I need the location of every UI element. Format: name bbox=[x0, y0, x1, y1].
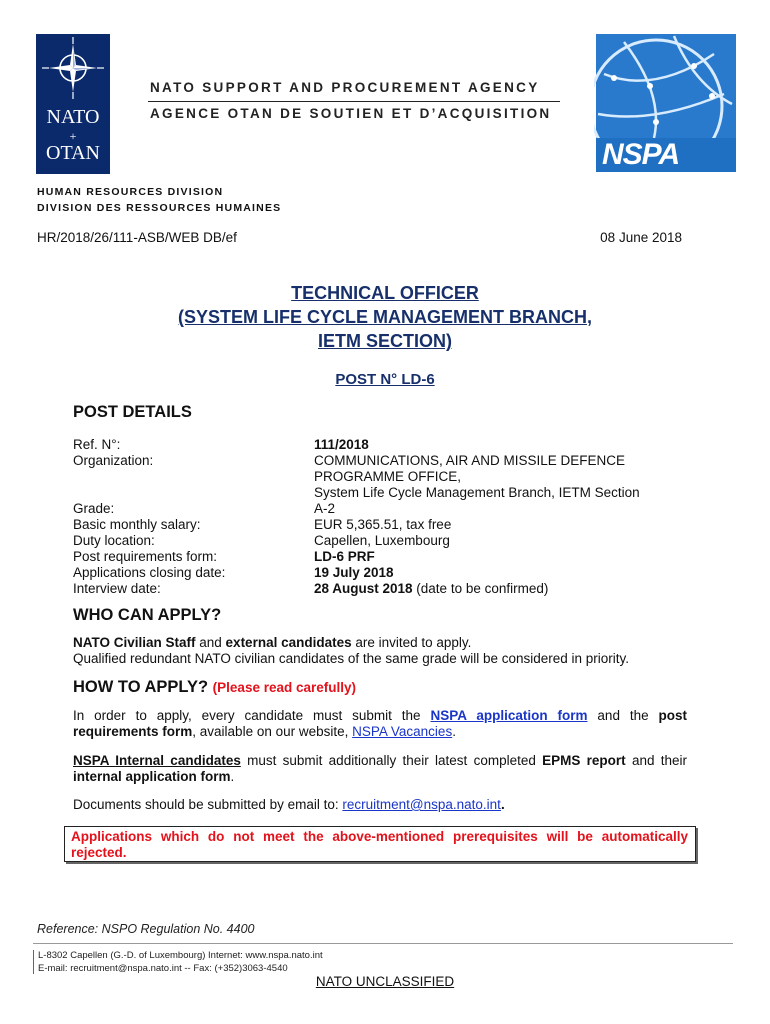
post-number: POST N° LD-6 bbox=[335, 371, 435, 388]
nato-logo-cross: + bbox=[69, 129, 77, 143]
nato-logo-word: NATO bbox=[46, 106, 100, 128]
title-line-3: IETM SECTION) bbox=[318, 331, 452, 351]
warning-text: Applications which do not meet the above-mentioned prerequisites will be automatically rejected. bbox=[71, 829, 688, 860]
interview-date-value: 28 August 2018 bbox=[314, 581, 413, 596]
organization-line-2: PROGRAMME OFFICE, bbox=[314, 469, 462, 484]
how-heading-note: (Please read carefully) bbox=[212, 680, 356, 695]
agency-name-en: NATO SUPPORT AND PROCUREMENT AGENCY bbox=[150, 80, 540, 95]
nspa-internal-candidates-text: NSPA Internal candidates bbox=[73, 753, 241, 768]
how-paragraph-1 bbox=[73, 708, 687, 740]
organization-line-1: COMMUNICATIONS, AIR AND MISSILE DEFENCE bbox=[314, 453, 626, 468]
p3-text-1: Documents should be submitted by email to: bbox=[73, 797, 343, 812]
how-to-apply-heading bbox=[73, 678, 356, 697]
internal-application-form-text: internal application form bbox=[73, 769, 231, 784]
footer-regulation-reference: Reference: NSPO Regulation No. 4400 bbox=[37, 922, 255, 936]
footer-contact: E-mail: recruitment@nspa.nato.int -- Fax: (+352)3063-4540 bbox=[38, 963, 288, 974]
ref-label: Ref. N°: bbox=[73, 437, 121, 452]
title-line-2: (SYSTEM LIFE CYCLE MANAGEMENT BRANCH, bbox=[178, 307, 592, 327]
organization-line-3: System Life Cycle Management Branch, IETM Section bbox=[314, 485, 640, 500]
document-date: 08 June 2018 bbox=[600, 230, 682, 245]
p2-text-2: and their bbox=[625, 753, 688, 768]
ref-value: 111/2018 bbox=[314, 437, 369, 452]
duty-location-label: Duty location: bbox=[73, 533, 155, 548]
agency-name-fr: AGENCE OTAN DE SOUTIEN ET D’ACQUISITION bbox=[150, 106, 552, 121]
salary-value: EUR 5,365.51, tax free bbox=[314, 517, 452, 532]
classification-marking: NATO UNCLASSIFIED bbox=[315, 974, 455, 989]
p2-text-3: . bbox=[230, 769, 235, 784]
interview-date-label: Interview date: bbox=[73, 581, 161, 596]
closing-date-label: Applications closing date: bbox=[73, 565, 226, 580]
footer-divider bbox=[33, 943, 733, 944]
salary-label: Basic monthly salary: bbox=[73, 517, 201, 532]
nspa-application-form-link[interactable]: NSPA application form bbox=[430, 708, 588, 723]
division-name-en: HUMAN RESOURCES DIVISION bbox=[37, 186, 224, 198]
closing-date-value: 19 July 2018 bbox=[314, 565, 394, 580]
how-paragraph-2 bbox=[73, 753, 687, 785]
epms-report-text: EPMS report bbox=[542, 753, 626, 768]
recruitment-email-link[interactable]: recruitment@nspa.nato.int bbox=[342, 797, 501, 812]
p3-text-2: . bbox=[500, 797, 505, 812]
nspa-logo-text: NSPA bbox=[602, 138, 680, 171]
external-candidates-text: external candidates bbox=[225, 635, 352, 650]
who-line-1 bbox=[73, 635, 687, 651]
post-requirements-form-text: post requirements form bbox=[73, 708, 688, 739]
interview-date-row bbox=[314, 581, 548, 596]
nato-civilian-staff-text: NATO Civilian Staff bbox=[73, 635, 196, 650]
how-heading-text: HOW TO APPLY? bbox=[73, 678, 209, 696]
interview-date-note: (date to be confirmed) bbox=[412, 581, 549, 596]
title-line-1: TECHNICAL OFFICER bbox=[291, 283, 479, 303]
reference-number: HR/2018/26/111-ASB/WEB DB/ef bbox=[37, 230, 237, 245]
post-details-heading: POST DETAILS bbox=[73, 403, 192, 421]
who-text-2: are invited to apply. bbox=[351, 635, 472, 650]
who-text-1: and bbox=[195, 635, 226, 650]
p1-text-2: and the bbox=[587, 708, 659, 723]
p1-text-4: . bbox=[452, 724, 456, 739]
p1-text-3: , available on our website, bbox=[192, 724, 353, 739]
organization-label: Organization: bbox=[73, 453, 154, 468]
prf-value: LD-6 PRF bbox=[314, 549, 375, 564]
header-divider bbox=[148, 101, 560, 102]
nato-otan-logo bbox=[36, 34, 110, 174]
otan-logo-word: OTAN bbox=[46, 142, 100, 164]
who-can-apply-heading: WHO CAN APPLY? bbox=[73, 606, 222, 624]
footer-side-bar bbox=[33, 950, 34, 974]
prf-label: Post requirements form: bbox=[73, 549, 218, 564]
nspa-vacancies-link[interactable]: NSPA Vacancies bbox=[352, 724, 453, 739]
grade-value: A-2 bbox=[314, 501, 336, 516]
footer-address: L-8302 Capellen (G.-D. of Luxembourg) Internet: www.nspa.nato.int bbox=[38, 950, 323, 961]
p1-text-1: In order to apply, every candidate must submit the bbox=[73, 708, 431, 723]
grade-label: Grade: bbox=[73, 501, 115, 516]
p2-text-1: must submit additionally their latest completed bbox=[240, 753, 543, 768]
who-line-2: Qualified redundant NATO civilian candidates of the same grade will be considered in priority. bbox=[73, 651, 630, 666]
duty-location-value: Capellen, Luxembourg bbox=[314, 533, 450, 548]
how-paragraph-3 bbox=[73, 797, 687, 813]
division-name-fr: DIVISION DES RESSOURCES HUMAINES bbox=[37, 202, 282, 214]
nspa-logo bbox=[594, 34, 738, 174]
